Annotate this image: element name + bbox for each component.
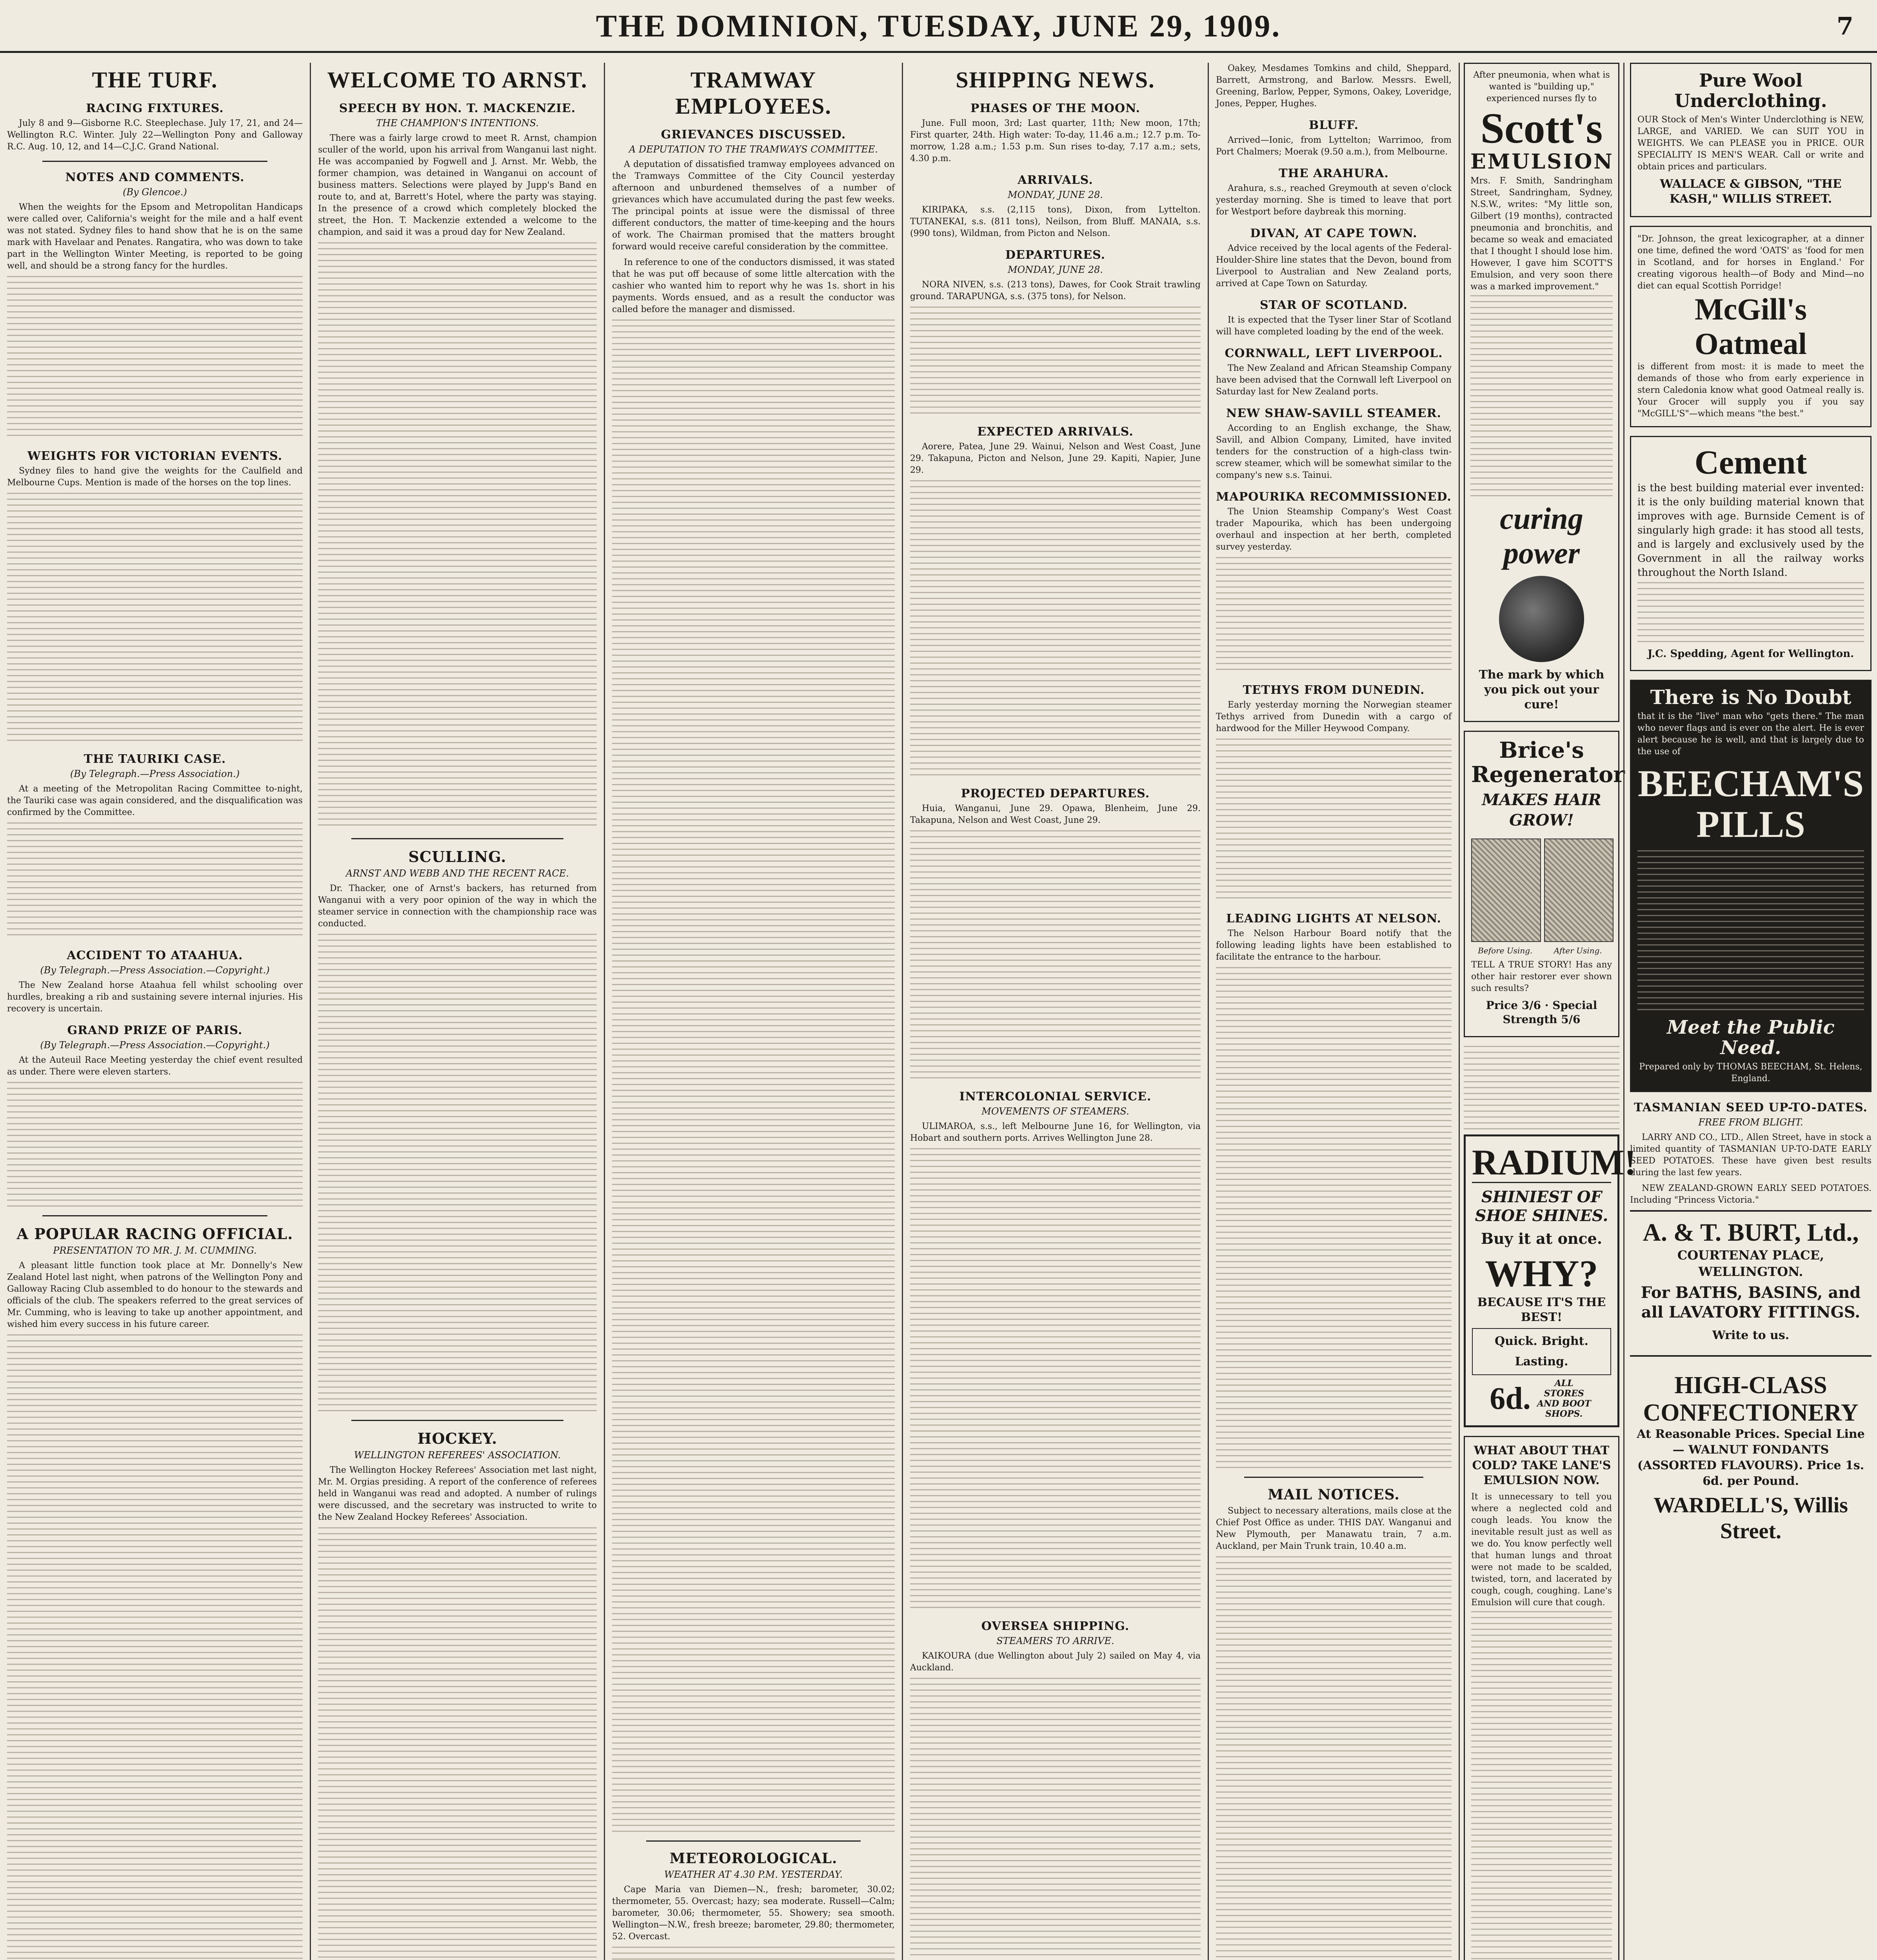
text-filler (1464, 1046, 1619, 1132)
col4-title: SHIPPING NEWS. (956, 67, 1155, 93)
col5-s2-head: BLUFF. (1309, 118, 1359, 132)
col5-s10-text: The Nelson Harbour Board notify that the following leading lights have been established to facilitate the entrance to the harbour. (1216, 929, 1452, 962)
radium-title: RADIUM! (1472, 1142, 1637, 1182)
ad3-title: Cement (1694, 443, 1807, 481)
why-stores: ALL STORES AND BOOT SHOPS. (1537, 1378, 1591, 1419)
ad-brices-regenerator (1464, 731, 1625, 1037)
col5-s7-text: According to an English exchange, the Shaw, Savill, and Albion Company, Limited, have invited tenders for the construction of a high-class twin-screw steamer, which will be somewhat similar to the company's new s.s. Tainui. (1216, 423, 1452, 480)
portrait-icon (1471, 838, 1541, 942)
ad-wardells (1630, 1365, 1872, 1550)
col1-s6-head: GRAND PRIZE OF PARIS. (67, 1024, 243, 1037)
column-shipping (902, 63, 1208, 1960)
brice-title: Brice's Regenerator (1471, 737, 1625, 788)
portrait-icon (1544, 838, 1614, 942)
col4-s6-head: INTERCOLONIAL SERVICE. (959, 1090, 1152, 1103)
ad3-text: is the best building material ever invented: it is the only building material known that improves with age. Burnside Cement is of singularly high grade: it has stood all tests, and is largely and exclusively used by the Government in all the railway works throughout the North Island. (1637, 482, 1864, 579)
col1-s2-sub: (By Glencoe.) (123, 187, 187, 198)
page-number: 7 (1836, 12, 1853, 40)
scott-mark: The mark by which you pick out your cure! (1479, 668, 1604, 711)
col5-s11-head: MAIL NOTICES. (1268, 1486, 1400, 1503)
col1-s3-text: Sydney files to hand give the weights for the Caulfield and Melbourne Cups. Mention is made of the horses on the top lines. (7, 466, 303, 488)
ad3-firm: J.C. Spedding, Agent for Wellington. (1647, 648, 1854, 660)
col3-title: TRAMWAY EMPLOYEES. (675, 67, 832, 119)
col1-s4-sub: (By Telegraph.—Press Association.) (70, 768, 240, 779)
col4-s1-head: PHASES OF THE MOON. (970, 102, 1141, 115)
col3-s1-text: A deputation of dissatisfied tramway employees advanced on the Tramways Committee of the City Council yesterday afternoon and unburdened themselves of a number of grievances which have accumulated during the past few weeks. The principal points at issue were the dismissal of three different conductors, the matter of time-keeping and the hours of work. The Chairman promised that the matters brought forward would receive careful consideration by the committee. (612, 160, 895, 252)
brice-sub: MAKES HAIR GROW! (1482, 791, 1601, 829)
col2-s2-text: Dr. Thacker, one of Arnst's backers, has returned from Wanganui with a very poor opinion of the way in which the steamer service in connection with the championship race was conducted. (318, 884, 597, 929)
text-filler (7, 1334, 303, 1960)
text-filler (7, 493, 303, 744)
portrait-before (1471, 835, 1539, 955)
ad6-text: At Reasonable Prices. Special Line— WALNUT FONDANTS (ASSORTED FLAVOURS). Price 1s. 6d. per Pound. (1637, 1427, 1865, 1488)
masthead-title: THE DOMINION, TUESDAY, JUNE 29, 1909. (596, 9, 1281, 44)
ad2-text2: is different from most: it is made to meet the demands of those who from early experience in stern Caledonia know what good Oatmeal really is. Your Grocer will supply you if you say "McGILL'S"—which means "the best." (1637, 362, 1864, 419)
col1-s2-text: When the weights for the Epsom and Metropolitan Handicaps were called over, California's weight for the mile and a half event was not stated. Sydney files to hand show that he is on the same mark with Havelaar and Penates. Rangatira, who was down to take part in the Wellington Winter Meeting, is reported to be going well, and should be a strong fancy for the hurdles. (7, 202, 303, 271)
col4-s4-head: EXPECTED ARRIVALS. (977, 425, 1134, 439)
ad6-firm: WARDELL'S, Willis Street. (1654, 1493, 1848, 1543)
text-filler (1216, 739, 1452, 903)
divider (351, 1420, 563, 1421)
col1-s5-head: ACCIDENT TO ATAAHUA. (67, 949, 243, 962)
col5-s11-text: Subject to necessary alterations, mails close at the Chief Post Office as under. THIS DAY. Wanganui and New Plymouth, per Manawatu train, 7 a.m. Auckland, per Main Trunk train, 10.40 a.m. (1216, 1506, 1452, 1551)
fish-trademark-icon (1499, 576, 1584, 662)
col3-s3-text: Cape Maria van Diemen—N., fresh; barometer, 30.02; thermometer, 55. Overcast; hazy; sea moderate. Russell—Calm; barometer, 30.06; thermometer, 55. Showery; sea smooth. Wellington—N.W., fresh breeze; barometer, 29.80; thermometer, 52. Overcast. (612, 1885, 895, 1942)
col4-s2-head: ARRIVALS. (1018, 173, 1093, 187)
why-sub: BECAUSE IT'S THE BEST! (1477, 1296, 1606, 1324)
col4-s7-head: OVERSEA SHIPPING. (981, 1619, 1130, 1633)
text-filler (7, 1082, 303, 1207)
col5-s6-text: The New Zealand and African Steamship Company have been advised that the Cornwall left Liverpool on Saturday last for New Zealand ports. (1216, 363, 1452, 397)
col4-s3-text: NORA NIVEN, s.s. (213 tons), Dawes, for Cook Strait trawling ground. TARAPUNGA, s.s. (375 tons), for Nelson. (910, 280, 1201, 301)
col2-s1-sub: THE CHAMPION'S INTENTIONS. (376, 118, 539, 129)
text-filler (1216, 557, 1452, 675)
ad5-title: A. & T. BURT, Ltd., (1643, 1218, 1859, 1246)
ad-beechams-pills (1630, 680, 1872, 1092)
col1-s1-head: RACING FIXTURES. (86, 102, 224, 115)
col5-s6-head: CORNWALL, LEFT LIVERPOOL. (1225, 347, 1443, 360)
divider (42, 1215, 267, 1216)
col1-title: THE TURF. (92, 67, 218, 93)
scott-sub: EMULSION (1470, 150, 1614, 174)
why-title: WHY? (1485, 1252, 1598, 1294)
col3-s1-sub: A DEPUTATION TO THE TRAMWAYS COMMITTEE. (629, 144, 878, 155)
col4-s6-text: ULIMAROA, s.s., left Melbourne June 16, for Wellington, via Hobart and southern ports. Arrives Wellington June 28. (910, 1122, 1201, 1143)
text-filler (1637, 582, 1864, 645)
text-filler (1471, 1611, 1612, 1960)
ad4-slogan: Meet the Public Need. (1667, 1016, 1835, 1059)
scott-text: Mrs. F. Smith, Sandringham Street, Sandringham, Sydney, N.S.W., writes: "My little son, Gilbert (19 months), contracted pneumonia and bronchitis, and became so weak and emaciated that I thought I should lose him. However, I gave him SCOTT'S Emulsion, and very soon there was a marked improvement." (1470, 176, 1613, 292)
col3-s3-head: METEOROLOGICAL. (669, 1850, 838, 1867)
col2-s2-sub: ARNST AND WEBB AND THE RECENT RACE. (345, 868, 569, 879)
radium-sub: SHINIEST OF SHOE SHINES. (1475, 1188, 1608, 1225)
col4-s3-head: DEPARTURES. (1005, 248, 1106, 262)
text-filler (7, 822, 303, 940)
divider (646, 1840, 861, 1842)
divider (1244, 1477, 1423, 1478)
ad5-place: COURTENAY PLACE, WELLINGTON. (1677, 1248, 1824, 1279)
text-filler (910, 307, 1201, 416)
col6-s1-text: LARRY AND CO., LTD., Allen Street, have in stock a limited quantity of TASMANIAN UP-TO-DATE EARLY SEED POTATOES. These have given best results during the last few years. (1630, 1132, 1872, 1178)
text-filler (318, 1527, 597, 1960)
col5-s9-head: TETHYS FROM DUNEDIN. (1243, 683, 1425, 697)
ad6-title: HIGH-CLASS CONFECTIONERY (1643, 1372, 1859, 1426)
col5-s2-text: Arrived—Ionic, from Lyttelton; Warrimoo, from Port Chalmers; Moerak (9.50 a.m.), from Melbourne. (1216, 135, 1452, 157)
text-filler (1216, 1556, 1452, 1960)
col1-s5-sub: (By Telegraph.—Press Association.—Copyright.) (40, 965, 270, 976)
text-filler (910, 480, 1201, 778)
text-filler (1637, 850, 1864, 1015)
brice-portraits (1471, 835, 1612, 955)
col3-s2-text: In reference to one of the conductors dismissed, it was stated that he was put off because of some little altercation with the cashier who wanted him to report why he was 1s. short in his payments. Words ensued, and as a result the conductor was called before the manager and dismissed. (612, 258, 895, 314)
brice-after: After Using. (1554, 946, 1602, 955)
ad-mcgills-oatmeal (1630, 226, 1872, 427)
col5-s3-text: Arahura, s.s., reached Greymouth at seven o'clock yesterday morning. She is timed to leave that port for Westport before daybreak this morning. (1216, 183, 1452, 217)
text-filler (318, 934, 597, 1412)
col6-s1-head: TASMANIAN SEED UP-TO-DATES. (1634, 1101, 1868, 1114)
ad1-text: OUR Stock of Men's Winter Underclothing is NEW, LARGE, and VARIED. We can SUIT YOU in WEIGHTS. We can PLEASE you in PRICE. OUR SPECIALITY IS MEN'S WEAR. Call or write and obtain prices and particulars. (1637, 115, 1864, 172)
col4-s7-text: KAIKOURA (due Wellington about July 2) sailed on May 4, via Auckland. (910, 1651, 1201, 1673)
text-filler (318, 242, 597, 830)
col1-s3-head: WEIGHTS FOR VICTORIAN EVENTS. (27, 449, 283, 463)
col4-s1-text: June. Full moon, 3rd; Last quarter, 11th; New moon, 17th; First quarter, 24th. High water: To-day, 11.46 a.m.; 12.7 p.m. To-morrow, 1.28 a.m.; 1.53 p.m. Sun rises to-day, 7.17 a.m.; sets, 4.30 p.m. (910, 118, 1201, 163)
ad2-title: McGill's Oatmeal (1695, 292, 1807, 361)
col1-s7-sub: PRESENTATION TO MR. J. M. CUMMING. (53, 1245, 257, 1256)
ad1-title: Pure Wool Underclothing. (1674, 70, 1827, 111)
col4-s5-text: Huia, Wanganui, June 29. Opawa, Blenheim, June 29. Takapuna, Nelson and West Coast, June 29. (910, 804, 1201, 825)
col2-s3-sub: WELLINGTON REFEREES' ASSOCIATION. (354, 1450, 561, 1461)
col5-s4-text: Advice received by the local agents of the Federal-Houlder-Shire line states that the Devon, bound from Liverpool to Australian and New Zealand ports, arrived at Cape Town on Saturday. (1216, 243, 1452, 289)
lane-head: WHAT ABOUT THAT COLD? TAKE LANE'S EMULSION NOW. (1472, 1444, 1611, 1487)
col1-s1-text: July 8 and 9—Gisborne R.C. Steeplechase. July 17, 21, and 24—Wellington R.C. Winter. July 22—Wellington Pony and Galloway R.C. Aug. 10, 12, and 14—C.J.C. Grand National. (7, 118, 303, 152)
column-turf (0, 63, 310, 1960)
why-tag: Quick. Bright. Lasting. (1472, 1328, 1611, 1375)
why-price: 6d. (1490, 1381, 1531, 1416)
col6-s1-sub: FREE FROM BLIGHT. (1698, 1117, 1803, 1128)
col5-s7-head: NEW SHAW-SAVILL STEAMER. (1226, 407, 1441, 420)
text-filler (612, 1947, 895, 1960)
text-filler (1216, 967, 1452, 1469)
ad4-title: BEECHAM'S PILLS (1637, 762, 1864, 845)
col4-s5-head: PROJECTED DEPARTURES. (961, 787, 1150, 800)
column-arnst (310, 63, 604, 1960)
col5-s5-head: STAR OF SCOTLAND. (1259, 298, 1408, 312)
ad1-firm: WALLACE & GIBSON, "THE KASH," WILLIS STREET. (1660, 177, 1842, 206)
col3-s1-head: GRIEVANCES DISCUSSED. (661, 128, 846, 142)
ad-lanes-emulsion (1464, 1436, 1619, 1960)
col1-s7-text: A pleasant little function took place at Mr. Donnelly's New Zealand Hotel last night, when patrons of the Wellington Pony and Galloway Racing Club assembled to do honour to the stewards and officials of the club. The speakers referred to the great services of Mr. Cumming, who is leaving to take up another appointment, and wished him every success in his future career. (7, 1261, 303, 1329)
col5-s3-head: THE ARAHURA. (1279, 167, 1389, 180)
col3-s3-sub: WEATHER AT 4.30 P.M. YESTERDAY. (664, 1869, 843, 1880)
ad-radium-shoe-shine (1464, 1134, 1637, 1427)
col2-s1-head: SPEECH BY HON. T. MACKENZIE. (339, 102, 576, 115)
col4-s3-sub: MONDAY, JUNE 28. (1007, 264, 1103, 275)
col1-s6-text: At the Auteuil Race Meeting yesterday the chief event resulted as under. There were eleven starters. (7, 1055, 303, 1077)
col5-s1-text: Oakey, Mesdames Tomkins and child, Sheppard, Barrett, Armstrong, and Barlow. Messrs. Ewell, Greening, Barlow, Pepper, Symons, Oakey, Loveridge, Jones, Pepper, Hughes. (1216, 64, 1452, 109)
col5-s4-head: DIVAN, AT CAPE TOWN. (1250, 227, 1417, 240)
col4-s2-text: KIRIPAKA, s.s. (2,115 tons), Dixon, from Lyttelton. TUTANEKAI, s.s. (811 tons), Neilson, from Bluff. MANAIA, s.s. (990 tons), Wildman, from Picton and Nelson. (910, 205, 1201, 238)
col4-s6-sub: MOVEMENTS OF STEAMERS. (981, 1106, 1129, 1117)
scott-intro: After pneumonia, when what is wanted is "building up," experienced nurses fly to (1473, 70, 1610, 103)
ad5-tag: Write to us. (1712, 1328, 1790, 1342)
ad-burt (1630, 1210, 1872, 1357)
col1-s7-head: A POPULAR RACING OFFICIAL. (16, 1225, 293, 1243)
ad2-text: "Dr. Johnson, the great lexicographer, at a dinner one time, defined the word 'OATS' as 'food for men in Scotland, and for horses in England.' For creating vigorous health—of Body and Mind—no diet can equal Scottish Porridge! (1637, 234, 1864, 291)
col4-s7-sub: STEAMERS TO ARRIVE. (996, 1635, 1114, 1646)
radium-buy: Buy it at once. (1481, 1230, 1603, 1247)
col5-s8-head: MAPOURIKA RECOMMISSIONED. (1216, 490, 1452, 504)
col1-s5-text: The New Zealand horse Ataahua fell whilst schooling over hurdles, breaking a rib and sustaining severe internal injuries. His recovery is uncertain. (7, 980, 303, 1014)
text-filler (7, 276, 303, 441)
column-ads-right (1623, 63, 1877, 1960)
col2-s1-text: There was a fairly large crowd to meet R. Arnst, champion sculler of the world, upon his arrival from Wanganui last night. He was accompanied by Fogwell and J. Arnst. Mr. Webb, the former champion, was detained in Wanganui on account of business matters. Selections were played by Jupp's Band en route to, and at, Barrett's Hotel, where the party was staying. In the presence of a crowd which completely blocked the street, the Hon. T. Mackenzie extended a welcome to the champion, and said it was a proud day for New Zealand. (318, 133, 597, 237)
col2-title: WELCOME TO ARNST. (327, 67, 588, 93)
brice-text: TELL A TRUE STORY! Has any other hair restorer ever shown such results? (1471, 960, 1612, 993)
why-price-row (1472, 1378, 1611, 1419)
column-ads-middle (1459, 63, 1637, 1960)
divider (42, 161, 267, 162)
col5-s9-text: Early yesterday morning the Norwegian steamer Tethys arrived from Dunedin with a cargo of hardwood for the Miller Heywood Company. (1216, 700, 1452, 733)
text-filler (910, 1148, 1201, 1611)
col2-s3-text: The Wellington Hockey Referees' Association met last night, Mr. M. Orgias presiding. A report of the conference of referees held in Wanganui was read and adopted. A number of rulings were discussed, and the secretary was instructed to write to the New Zealand Hockey Referees' Association. (318, 1465, 597, 1522)
col4-s4-text: Aorere, Patea, June 29. Wainui, Nelson and West Coast, June 29. Takapuna, Picton and Nelson, June 29. Kapiti, Napier, June 29. (910, 442, 1201, 475)
col5-s10-head: LEADING LIGHTS AT NELSON. (1226, 912, 1441, 926)
masthead (0, 0, 1877, 53)
ad-pure-wool (1630, 63, 1872, 217)
brice-prices: Price 3/6 · Special Strength 5/6 (1486, 999, 1597, 1026)
portrait-after (1544, 835, 1612, 955)
col4-s2-sub: MONDAY, JUNE 28. (1007, 189, 1103, 200)
col2-s2-head: SCULLING. (408, 848, 507, 866)
col5-s8-text: The Union Steamship Company's West Coast trader Mapourika, which has been undergoing overhaul and inspection at her berth, completed survey yesterday. (1216, 507, 1452, 552)
scott-slogan: curing power (1500, 501, 1583, 570)
brice-before: Before Using. (1478, 946, 1533, 955)
col5-s5-text: It is expected that the Tyser liner Star of Scotland will have completed loading by the end of the week. (1216, 315, 1452, 337)
column-tramway (604, 63, 902, 1960)
ad5-text: For BATHS, BASINS, and all LAVATORY FITTINGS. (1641, 1283, 1861, 1321)
ad-burnside-cement (1630, 436, 1872, 671)
col1-s6-sub: (By Telegraph.—Press Association.—Copyright.) (40, 1040, 270, 1051)
ad4-firm: Prepared only by THOMAS BEECHAM, St. Helens, England. (1639, 1062, 1862, 1083)
text-filler (910, 1678, 1201, 1960)
text-filler (612, 319, 895, 1833)
col1-s2-head: NOTES AND COMMENTS. (65, 171, 245, 184)
ad4-head: There is No Doubt (1650, 686, 1852, 709)
divider (351, 838, 563, 839)
column-shipping-cont (1208, 63, 1459, 1960)
ad-scotts-emulsion (1464, 63, 1619, 722)
ad4-text: that it is the "live" man who "gets there." The man who never flags and is ever on the alert. He is ever alert because he is well, and that is largely due to the use of (1637, 711, 1864, 757)
col1-s4-head: THE TAURIKI CASE. (84, 752, 226, 766)
lane-text: It is unnecessary to tell you where a neglected cold and cough leads. You know the inevitable result just as well as we do. You know perfectly well that human lungs and throat were not made to be scalded, twisted, torn, and lacerated by cough, cough, coughing. Lane's Emulsion will cure that cough. (1471, 1492, 1612, 1608)
col6-s1-text2: NEW ZEALAND-GROWN EARLY SEED POTATOES. Including "Princess Victoria." (1630, 1183, 1872, 1205)
text-filler (910, 830, 1201, 1081)
scott-title: Scott's (1480, 104, 1603, 152)
text-filler (1470, 295, 1613, 499)
col1-s4-text: At a meeting of the Metropolitan Racing Committee to-night, the Tauriki case was again considered, and the disqualification was confirmed by the Committee. (7, 784, 303, 817)
col2-s3-head: HOCKEY. (417, 1430, 498, 1447)
